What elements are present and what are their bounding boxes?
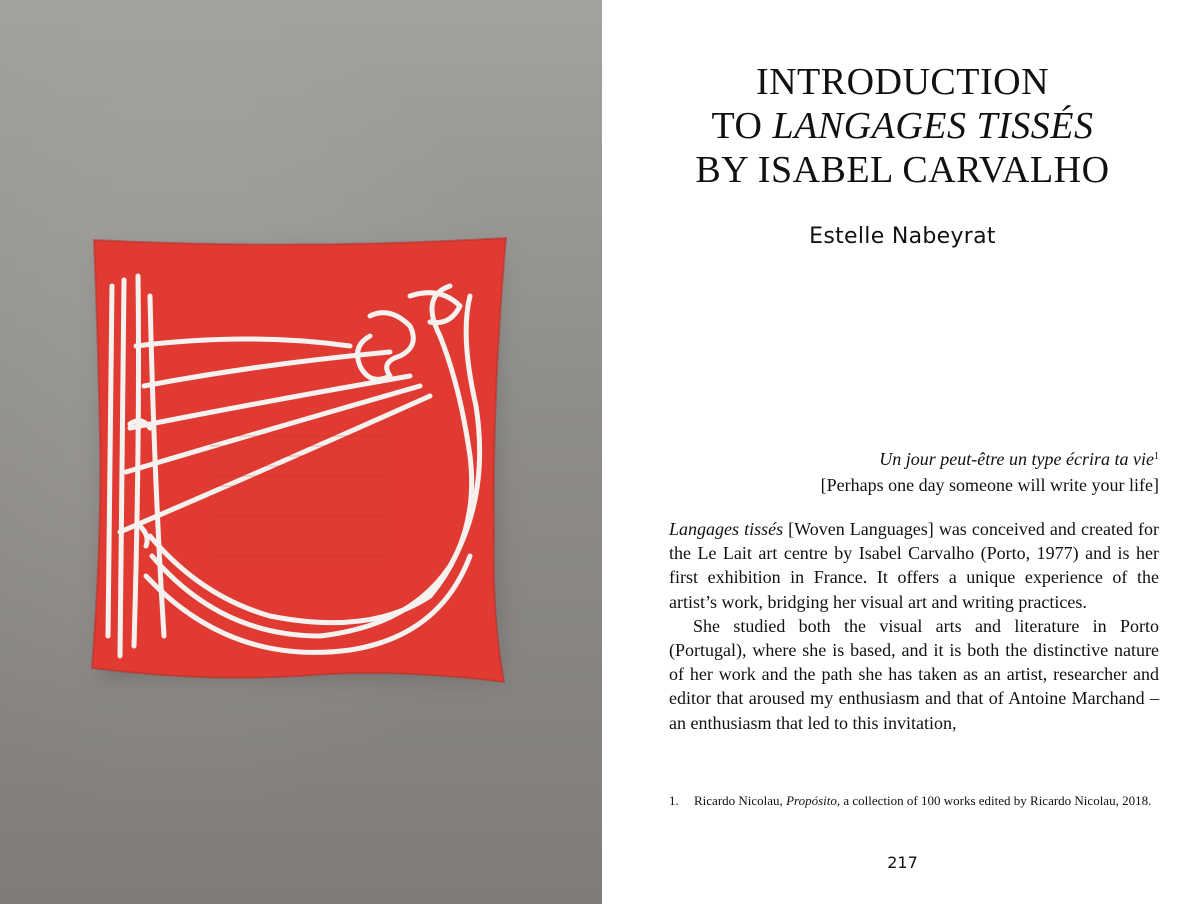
footnote-number: 1.: [669, 793, 679, 808]
paragraph-1-text: [Woven Languages] was conceived and created for the Le Lait art centre by Isabel Carvalho (Porto, 1977) and is her first exhibition in France. It offers a unique experience of the artist’s work, bridging her visual art and writing practices.: [669, 519, 1160, 612]
author-name: Estelle Nabeyrat: [809, 224, 996, 249]
paragraph-2: She studied both the visual arts and literature in Porto (Portugal), where she is based, and it is both the distinctive nature of her work and the path she has taken as an artist, researcher and editor that aroused my enthusiasm and that of Antoine Marchand – an enthusiasm that led to this invitation,: [669, 615, 1159, 733]
footnote: [669, 792, 1159, 809]
footnote-text-italic: Propósito: [786, 793, 837, 808]
text-page: [602, 0, 1203, 904]
footnote-text-after: , a collection of 100 works edited by Ricardo Nicolau, 2018.: [836, 793, 1152, 808]
body-text: [669, 517, 1159, 735]
footnote-text-before: Ricardo Nicolau,: [694, 793, 787, 808]
title-line-2-prefix: TO: [711, 105, 773, 147]
epigraph: [821, 444, 1159, 498]
footnote-reference[interactable]: 1: [1154, 451, 1159, 462]
title-line-2: [602, 104, 1203, 148]
title-line-3: BY ISABEL CARVALHO: [695, 149, 1110, 191]
title-line-1: INTRODUCTION: [755, 61, 1050, 103]
epigraph-english: [Perhaps one day someone will write your life]: [820, 475, 1159, 495]
page-title: [602, 60, 1203, 192]
footnote-text: [694, 792, 1159, 809]
title-line-2-italic: LANGAGES TISSÉS: [772, 105, 1094, 147]
paragraph-1-italic: Langages tissés: [669, 519, 784, 539]
paragraph-1: [669, 517, 1159, 614]
red-scarf-artwork: [90, 236, 510, 686]
page-number: 217: [887, 853, 918, 872]
epigraph-french: Un jour peut-être un type écrira ta vie: [879, 449, 1154, 469]
